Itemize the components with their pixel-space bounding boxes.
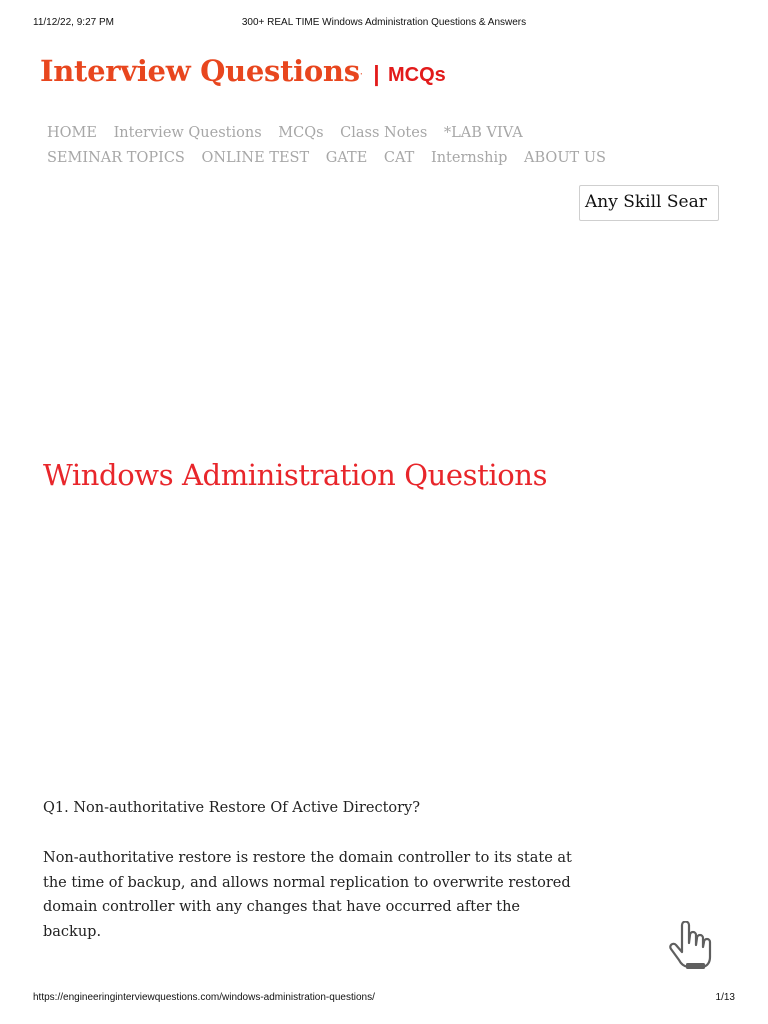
logo-main-text: Interview Questions: [40, 54, 360, 88]
main-nav: [47, 121, 687, 171]
print-footer: [33, 992, 735, 1006]
nav-item-seminar-topics[interactable]: SEMINAR TOPICS: [47, 150, 185, 166]
nav-item-lab-viva[interactable]: *LAB VIVA: [443, 125, 523, 141]
logo-secondary-text: MCQs: [388, 64, 446, 86]
nav-item-about-us[interactable]: ABOUT US: [524, 150, 606, 166]
nav-item-gate[interactable]: GATE: [325, 150, 368, 166]
nav-item-class-notes[interactable]: Class Notes: [340, 125, 428, 141]
logo-mark: .: [359, 66, 363, 78]
nav-item-mcqs[interactable]: MCQs: [278, 125, 324, 141]
print-page-number: 1/13: [715, 992, 735, 1003]
print-header: [33, 17, 735, 31]
question-heading: Q1. Non-authoritative Restore Of Active Directory?: [43, 800, 421, 816]
search-input[interactable]: Any Skill Sear: [579, 185, 719, 221]
nav-item-online-test[interactable]: ONLINE TEST: [201, 150, 310, 166]
pointing-hand-icon[interactable]: [668, 921, 712, 971]
print-url: https://engineeringinterviewquestions.com/windows-administration-questions/: [33, 992, 375, 1003]
nav-item-cat[interactable]: CAT: [383, 150, 415, 166]
answer-text: Non-authoritative restore is restore the domain controller to its state at the time of backup, and allows normal replication to overwrite restored domain controller with any changes that have occurred after the backup.: [43, 850, 572, 940]
nav-item-internship[interactable]: Internship: [430, 150, 508, 166]
print-datetime: 11/12/22, 9:27 PM: [33, 17, 114, 28]
page-title: Windows Administration Questions: [43, 458, 548, 492]
print-page-title: 300+ REAL TIME Windows Administration Questions & Answers: [241, 17, 527, 28]
logo-separator: |: [373, 61, 380, 86]
nav-item-home[interactable]: HOME: [47, 125, 97, 141]
nav-item-interview-questions[interactable]: Interview Questions: [113, 125, 262, 141]
site-logo[interactable]: [40, 54, 446, 88]
